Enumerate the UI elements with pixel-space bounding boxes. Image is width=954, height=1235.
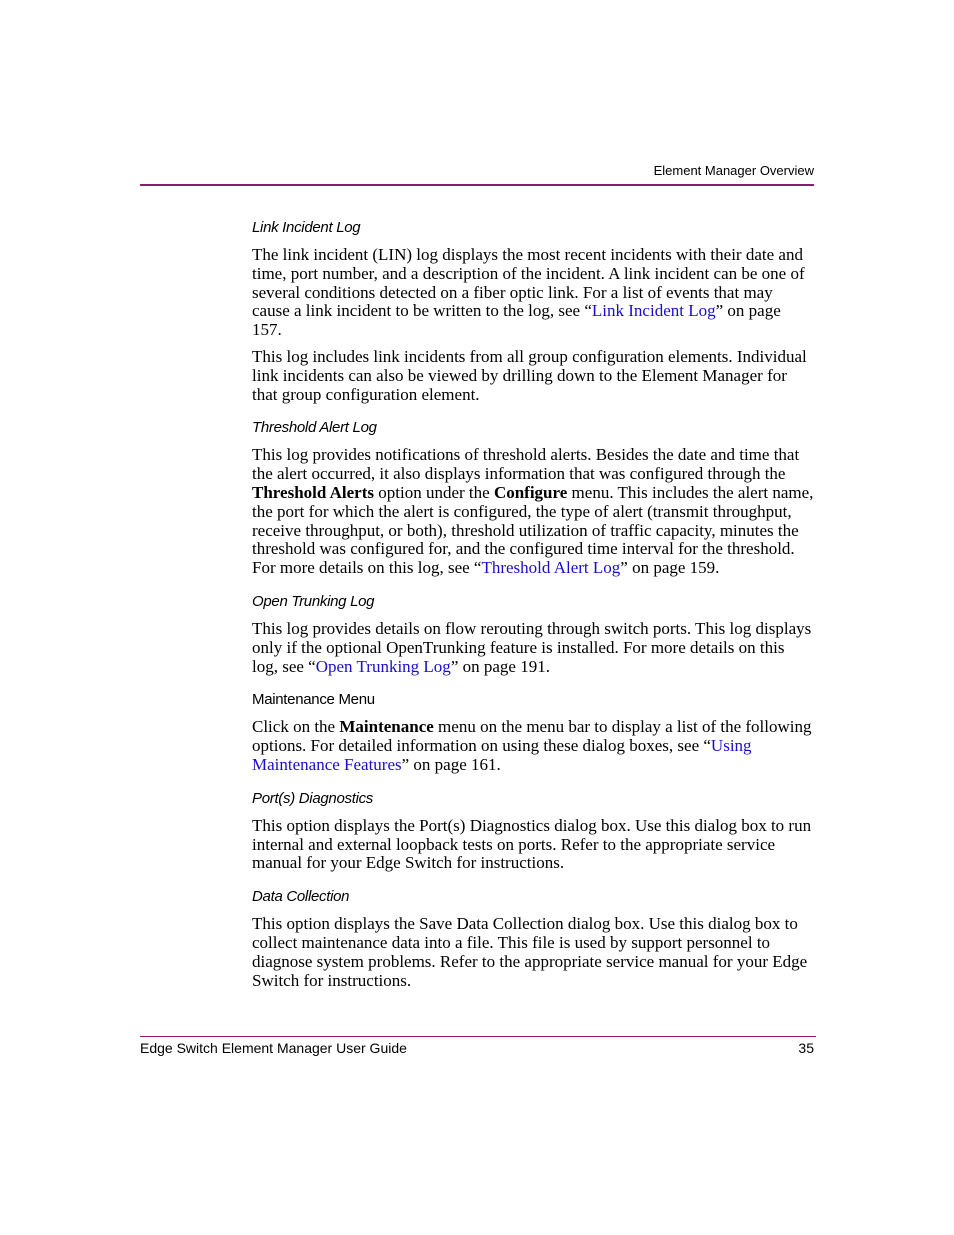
heading-ports-diagnostics: Port(s) Diagnostics — [252, 789, 374, 807]
page-number: 35 — [798, 1040, 814, 1056]
link-incident-log-paragraph-1 — [252, 246, 814, 340]
text-run: This log provides details on flow rerouting through switch ports. This log displays only if the optional OpenTrunking feature is installed. For more details on this log, see “ — [252, 618, 812, 676]
bold-threshold-alerts: Threshold Alerts — [252, 482, 375, 502]
text-run: ” on page 157. — [252, 301, 781, 340]
maintenance-menu-paragraph — [252, 718, 814, 774]
using-maintenance-features-link[interactable]: Using Maintenance Features — [252, 736, 752, 774]
open-trunking-log-paragraph — [252, 620, 814, 676]
heading-link-incident-log: Link Incident Log — [252, 219, 361, 236]
text-run: This log provides notifications of threshold alerts. Besides the date and time that the alert occurred, it also displays information that was configured through the — [252, 445, 800, 484]
threshold-alert-log-link[interactable]: Threshold Alert Log — [481, 558, 621, 578]
header-rule — [140, 184, 814, 186]
ports-diagnostics-paragraph: This option displays the Port(s) Diagnostics dialog box. Use this dialog box to run internal and external loopback tests on ports. Refer to the appropriate service manual for your Edge Switch for instructions. — [252, 815, 812, 873]
text-run: menu on the menu bar to display a list of the following options. For detailed information on using these dialog boxes, see “ — [252, 717, 812, 756]
open-trunking-log-link[interactable]: Open Trunking Log — [315, 656, 451, 676]
heading-threshold-alert-log: Threshold Alert Log — [252, 419, 377, 437]
heading-open-trunking-log: Open Trunking Log — [252, 592, 375, 610]
text-run: Click on the — [252, 717, 340, 737]
link-incident-log-link[interactable]: Link Incident Log — [591, 301, 716, 321]
text-run: ” on page 159. — [620, 558, 720, 578]
text-run: ” on page 161. — [401, 754, 501, 774]
link-incident-log-paragraph-2: This log includes link incidents from all group configuration elements. Individual link incidents can also be viewed by drilling down to the Element Manager for that group configuration element. — [252, 346, 807, 404]
running-header: Element Manager Overview — [653, 163, 814, 178]
heading-data-collection: Data Collection — [252, 888, 350, 906]
bold-configure: Configure — [493, 482, 568, 502]
bold-maintenance: Maintenance — [339, 717, 434, 737]
page-body — [252, 218, 814, 998]
footer-title: Edge Switch Element Manager User Guide — [140, 1040, 407, 1056]
threshold-alert-log-paragraph — [252, 446, 814, 578]
text-run: ” on page 191. — [450, 656, 550, 676]
text-run: option under the — [374, 482, 494, 502]
text-run: The link incident (LIN) log displays the most recent incidents with their date and time, port number, and a description of the incident. A link incident can be one of several conditions detected on a fiber optic link. For a list of events that may cause a link incident to be written to the log, see “ — [252, 245, 805, 321]
footer-rule — [140, 1036, 816, 1037]
data-collection-paragraph: This option displays the Save Data Collection dialog box. Use this dialog box to collect maintenance data into a file. This file is used by support personnel to diagnose system problems. Refer to the appropriate service manual for your Edge Switch for instructions. — [252, 914, 808, 990]
text-run: menu. This includes the alert name, the port for which the alert is configured, the type of alert (transmit throughput, receive throughput, or both), threshold utilization of traffic capacity, minutes the threshold was configured for, and the configured time interval for the threshold. For more details on this log, see “ — [252, 482, 814, 578]
heading-maintenance-menu: Maintenance Menu — [252, 691, 375, 709]
